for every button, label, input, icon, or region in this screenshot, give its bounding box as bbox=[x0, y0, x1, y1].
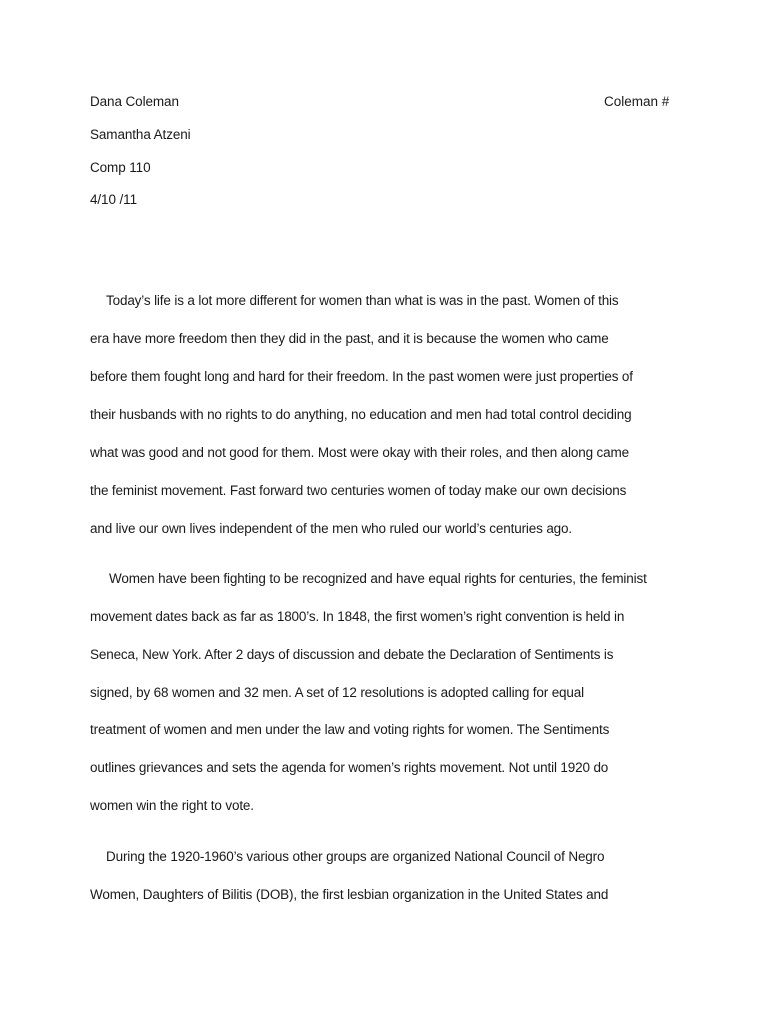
paragraph-line: movement dates back as far as 1800’s. In 1848, the first women’s right convention is held in bbox=[90, 609, 625, 624]
paragraph-line: Seneca, New York. After 2 days of discussion and debate the Declaration of Sentiments is bbox=[90, 647, 614, 662]
date: 4/10 /11 bbox=[90, 192, 137, 207]
paragraph-line: era have more freedom then they did in the past, and it is because the women who came bbox=[90, 331, 609, 346]
paragraph-line: Women have been fighting to be recognized and have equal rights for centuries, the feminist bbox=[109, 571, 647, 586]
paragraph-line: and live our own lives independent of the men who ruled our world’s centuries ago. bbox=[90, 521, 572, 536]
paragraph-line: the feminist movement. Fast forward two centuries women of today make our own decisions bbox=[90, 483, 627, 498]
course-name: Comp 110 bbox=[90, 160, 151, 175]
paragraph-line: signed, by 68 women and 32 men. A set of 12 resolutions is adopted calling for equal bbox=[90, 685, 584, 700]
paragraph-line: treatment of women and men under the law and voting rights for women. The Sentiments bbox=[90, 722, 610, 737]
running-header: Coleman # bbox=[604, 94, 670, 109]
paragraph-line: before them fought long and hard for their freedom. In the past women were just properties of bbox=[90, 369, 633, 384]
paragraph-line: their husbands with no rights to do anything, no education and men had total control deciding bbox=[90, 407, 632, 422]
paragraph-line: women win the right to vote. bbox=[90, 798, 254, 813]
instructor-name: Samantha Atzeni bbox=[90, 127, 191, 142]
paragraph-line: outlines grievances and sets the agenda for women’s rights movement. Not until 1920 do bbox=[90, 760, 609, 775]
author-name: Dana Coleman bbox=[90, 94, 179, 109]
paragraph-line: Women, Daughters of Bilitis (DOB), the first lesbian organization in the United States and bbox=[90, 887, 609, 902]
paragraph-line: Today’s life is a lot more different for women than what is was in the past. Women of this bbox=[106, 293, 619, 308]
paragraph-line: During the 1920-1960’s various other groups are organized National Council of Negro bbox=[106, 849, 605, 864]
paragraph-line: what was good and not good for them. Most were okay with their roles, and then along came bbox=[90, 445, 629, 460]
